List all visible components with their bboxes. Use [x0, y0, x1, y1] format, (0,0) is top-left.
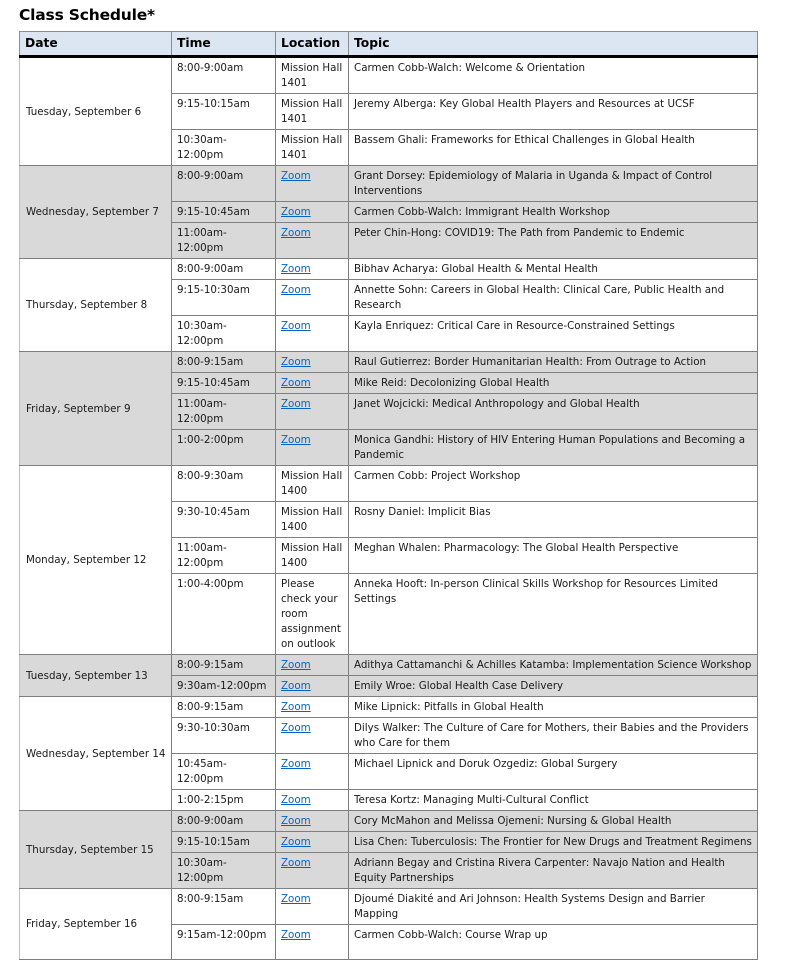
- topic-cell: Anneka Hooft: In-person Clinical Skills Workshop for Resources Limited Settings: [349, 574, 758, 655]
- location-cell: [276, 811, 349, 832]
- zoom-link[interactable]: Zoom: [281, 263, 311, 275]
- topic-cell: Jeremy Alberga: Key Global Health Players and Resources at UCSF: [349, 94, 758, 130]
- location-cell: [276, 316, 349, 352]
- zoom-link[interactable]: Zoom: [281, 284, 311, 296]
- zoom-link[interactable]: Zoom: [281, 701, 311, 713]
- page-title: Class Schedule*: [19, 6, 155, 24]
- zoom-link[interactable]: Zoom: [281, 206, 311, 218]
- zoom-link[interactable]: Zoom: [281, 377, 311, 389]
- topic-cell: Teresa Kortz: Managing Multi-Cultural Conflict: [349, 790, 758, 811]
- topic-cell: Bibhav Acharya: Global Health & Mental Health: [349, 259, 758, 280]
- date-cell: Thursday, September 8: [20, 259, 172, 352]
- topic-cell: Janet Wojcicki: Medical Anthropology and Global Health: [349, 394, 758, 430]
- zoom-link[interactable]: Zoom: [281, 815, 311, 827]
- session-row: [20, 655, 758, 676]
- time-cell: 8:00-9:15am: [172, 655, 276, 676]
- zoom-link[interactable]: Zoom: [281, 893, 311, 905]
- time-cell: 11:00am-12:00pm: [172, 394, 276, 430]
- location-cell: [276, 655, 349, 676]
- topic-cell: Bassem Ghali: Frameworks for Ethical Challenges in Global Health: [349, 130, 758, 166]
- topic-cell: Monica Gandhi: History of HIV Entering Human Populations and Becoming a Pandemic: [349, 430, 758, 466]
- zoom-link[interactable]: Zoom: [281, 680, 311, 692]
- location-cell: Mission Hall 1400: [276, 466, 349, 502]
- location-cell: [276, 373, 349, 394]
- topic-cell: Lisa Chen: Tuberculosis: The Frontier for New Drugs and Treatment Regimens: [349, 832, 758, 853]
- topic-cell: Cory McMahon and Melissa Ojemeni: Nursing & Global Health: [349, 811, 758, 832]
- time-cell: 8:00-9:15am: [172, 889, 276, 925]
- time-cell: 9:30am-12:00pm: [172, 676, 276, 697]
- time-cell: 10:30am-12:00pm: [172, 130, 276, 166]
- location-cell: [276, 676, 349, 697]
- date-cell: Monday, September 12: [20, 466, 172, 655]
- column-header-location: Location: [276, 32, 349, 57]
- time-cell: 9:15-10:15am: [172, 832, 276, 853]
- location-cell: [276, 697, 349, 718]
- zoom-link[interactable]: Zoom: [281, 227, 311, 239]
- date-cell: Wednesday, September 14: [20, 697, 172, 811]
- zoom-link[interactable]: Zoom: [281, 170, 311, 182]
- time-cell: 9:30-10:45am: [172, 502, 276, 538]
- session-row: [20, 166, 758, 202]
- topic-cell: Grant Dorsey: Epidemiology of Malaria in Uganda & Impact of Control Interventions: [349, 166, 758, 202]
- class-schedule-table: [19, 31, 758, 960]
- location-cell: [276, 352, 349, 373]
- topic-cell: Mike Reid: Decolonizing Global Health: [349, 373, 758, 394]
- time-cell: 9:15-10:45am: [172, 373, 276, 394]
- date-cell: Thursday, September 15: [20, 811, 172, 889]
- time-cell: 1:00-2:15pm: [172, 790, 276, 811]
- location-cell: [276, 925, 349, 960]
- topic-cell: Rosny Daniel: Implicit Bias: [349, 502, 758, 538]
- topic-cell: Meghan Whalen: Pharmacology: The Global Health Perspective: [349, 538, 758, 574]
- time-cell: 10:30am-12:00pm: [172, 853, 276, 889]
- time-cell: 1:00-2:00pm: [172, 430, 276, 466]
- topic-cell: Kayla Enriquez: Critical Care in Resource-Constrained Settings: [349, 316, 758, 352]
- time-cell: 8:00-9:30am: [172, 466, 276, 502]
- topic-cell: Peter Chin-Hong: COVID19: The Path from Pandemic to Endemic: [349, 223, 758, 259]
- session-row: [20, 57, 758, 94]
- topic-cell: Djoumé Diakité and Ari Johnson: Health Systems Design and Barrier Mapping: [349, 889, 758, 925]
- topic-cell: Mike Lipnick: Pitfalls in Global Health: [349, 697, 758, 718]
- zoom-link[interactable]: Zoom: [281, 794, 311, 806]
- location-cell: [276, 166, 349, 202]
- zoom-link[interactable]: Zoom: [281, 857, 311, 869]
- location-cell: [276, 754, 349, 790]
- zoom-link[interactable]: Zoom: [281, 929, 311, 941]
- location-cell: [276, 718, 349, 754]
- topic-cell: Adithya Cattamanchi & Achilles Katamba: Implementation Science Workshop: [349, 655, 758, 676]
- location-cell: [276, 790, 349, 811]
- location-cell: [276, 280, 349, 316]
- zoom-link[interactable]: Zoom: [281, 356, 311, 368]
- table-header-row: [20, 32, 758, 57]
- zoom-link[interactable]: Zoom: [281, 659, 311, 671]
- column-header-date: Date: [20, 32, 172, 57]
- location-cell: [276, 223, 349, 259]
- time-cell: 1:00-4:00pm: [172, 574, 276, 655]
- location-cell: [276, 832, 349, 853]
- topic-cell: Carmen Cobb-Walch: Welcome & Orientation: [349, 57, 758, 94]
- date-cell: Tuesday, September 13: [20, 655, 172, 697]
- session-row: [20, 352, 758, 373]
- topic-cell: Dilys Walker: The Culture of Care for Mothers, their Babies and the Providers who Care for them: [349, 718, 758, 754]
- date-cell: Friday, September 16: [20, 889, 172, 960]
- zoom-link[interactable]: Zoom: [281, 320, 311, 332]
- location-cell: Please check your room assignment on outlook: [276, 574, 349, 655]
- location-cell: [276, 394, 349, 430]
- topic-cell: Carmen Cobb-Walch: Course Wrap up: [349, 925, 758, 960]
- topic-cell: Michael Lipnick and Doruk Ozgediz: Global Surgery: [349, 754, 758, 790]
- topic-cell: Adriann Begay and Cristina Rivera Carpenter: Navajo Nation and Health Equity Partnerships: [349, 853, 758, 889]
- zoom-link[interactable]: Zoom: [281, 398, 311, 410]
- location-cell: Mission Hall 1400: [276, 502, 349, 538]
- time-cell: 9:15am-12:00pm: [172, 925, 276, 960]
- topic-cell: Emily Wroe: Global Health Case Delivery: [349, 676, 758, 697]
- session-row: [20, 889, 758, 925]
- column-header-topic: Topic: [349, 32, 758, 57]
- time-cell: 9:15-10:15am: [172, 94, 276, 130]
- schedule-body: [20, 57, 758, 960]
- time-cell: 8:00-9:00am: [172, 57, 276, 94]
- location-cell: Mission Hall 1401: [276, 130, 349, 166]
- location-cell: [276, 259, 349, 280]
- time-cell: 10:30am-12:00pm: [172, 316, 276, 352]
- date-cell: Tuesday, September 6: [20, 57, 172, 166]
- time-cell: 9:15-10:45am: [172, 202, 276, 223]
- topic-cell: Annette Sohn: Careers in Global Health: Clinical Care, Public Health and Research: [349, 280, 758, 316]
- topic-cell: Carmen Cobb-Walch: Immigrant Health Workshop: [349, 202, 758, 223]
- session-row: [20, 466, 758, 502]
- topic-cell: Carmen Cobb: Project Workshop: [349, 466, 758, 502]
- time-cell: 8:00-9:00am: [172, 166, 276, 202]
- session-row: [20, 811, 758, 832]
- location-cell: Mission Hall 1400: [276, 538, 349, 574]
- session-row: [20, 259, 758, 280]
- time-cell: 9:30-10:30am: [172, 718, 276, 754]
- time-cell: 9:15-10:30am: [172, 280, 276, 316]
- zoom-link[interactable]: Zoom: [281, 722, 311, 734]
- location-cell: [276, 430, 349, 466]
- time-cell: 10:45am-12:00pm: [172, 754, 276, 790]
- location-cell: Mission Hall 1401: [276, 94, 349, 130]
- time-cell: 11:00am-12:00pm: [172, 223, 276, 259]
- location-cell: [276, 889, 349, 925]
- time-cell: 8:00-9:15am: [172, 352, 276, 373]
- topic-cell: Raul Gutierrez: Border Humanitarian Health: From Outrage to Action: [349, 352, 758, 373]
- zoom-link[interactable]: Zoom: [281, 758, 311, 770]
- time-cell: 11:00am-12:00pm: [172, 538, 276, 574]
- location-cell: [276, 202, 349, 223]
- column-header-time: Time: [172, 32, 276, 57]
- zoom-link[interactable]: Zoom: [281, 434, 311, 446]
- time-cell: 8:00-9:15am: [172, 697, 276, 718]
- date-cell: Friday, September 9: [20, 352, 172, 466]
- date-cell: Wednesday, September 7: [20, 166, 172, 259]
- time-cell: 8:00-9:00am: [172, 811, 276, 832]
- time-cell: 8:00-9:00am: [172, 259, 276, 280]
- session-row: [20, 697, 758, 718]
- location-cell: Mission Hall 1401: [276, 57, 349, 94]
- location-cell: [276, 853, 349, 889]
- zoom-link[interactable]: Zoom: [281, 836, 311, 848]
